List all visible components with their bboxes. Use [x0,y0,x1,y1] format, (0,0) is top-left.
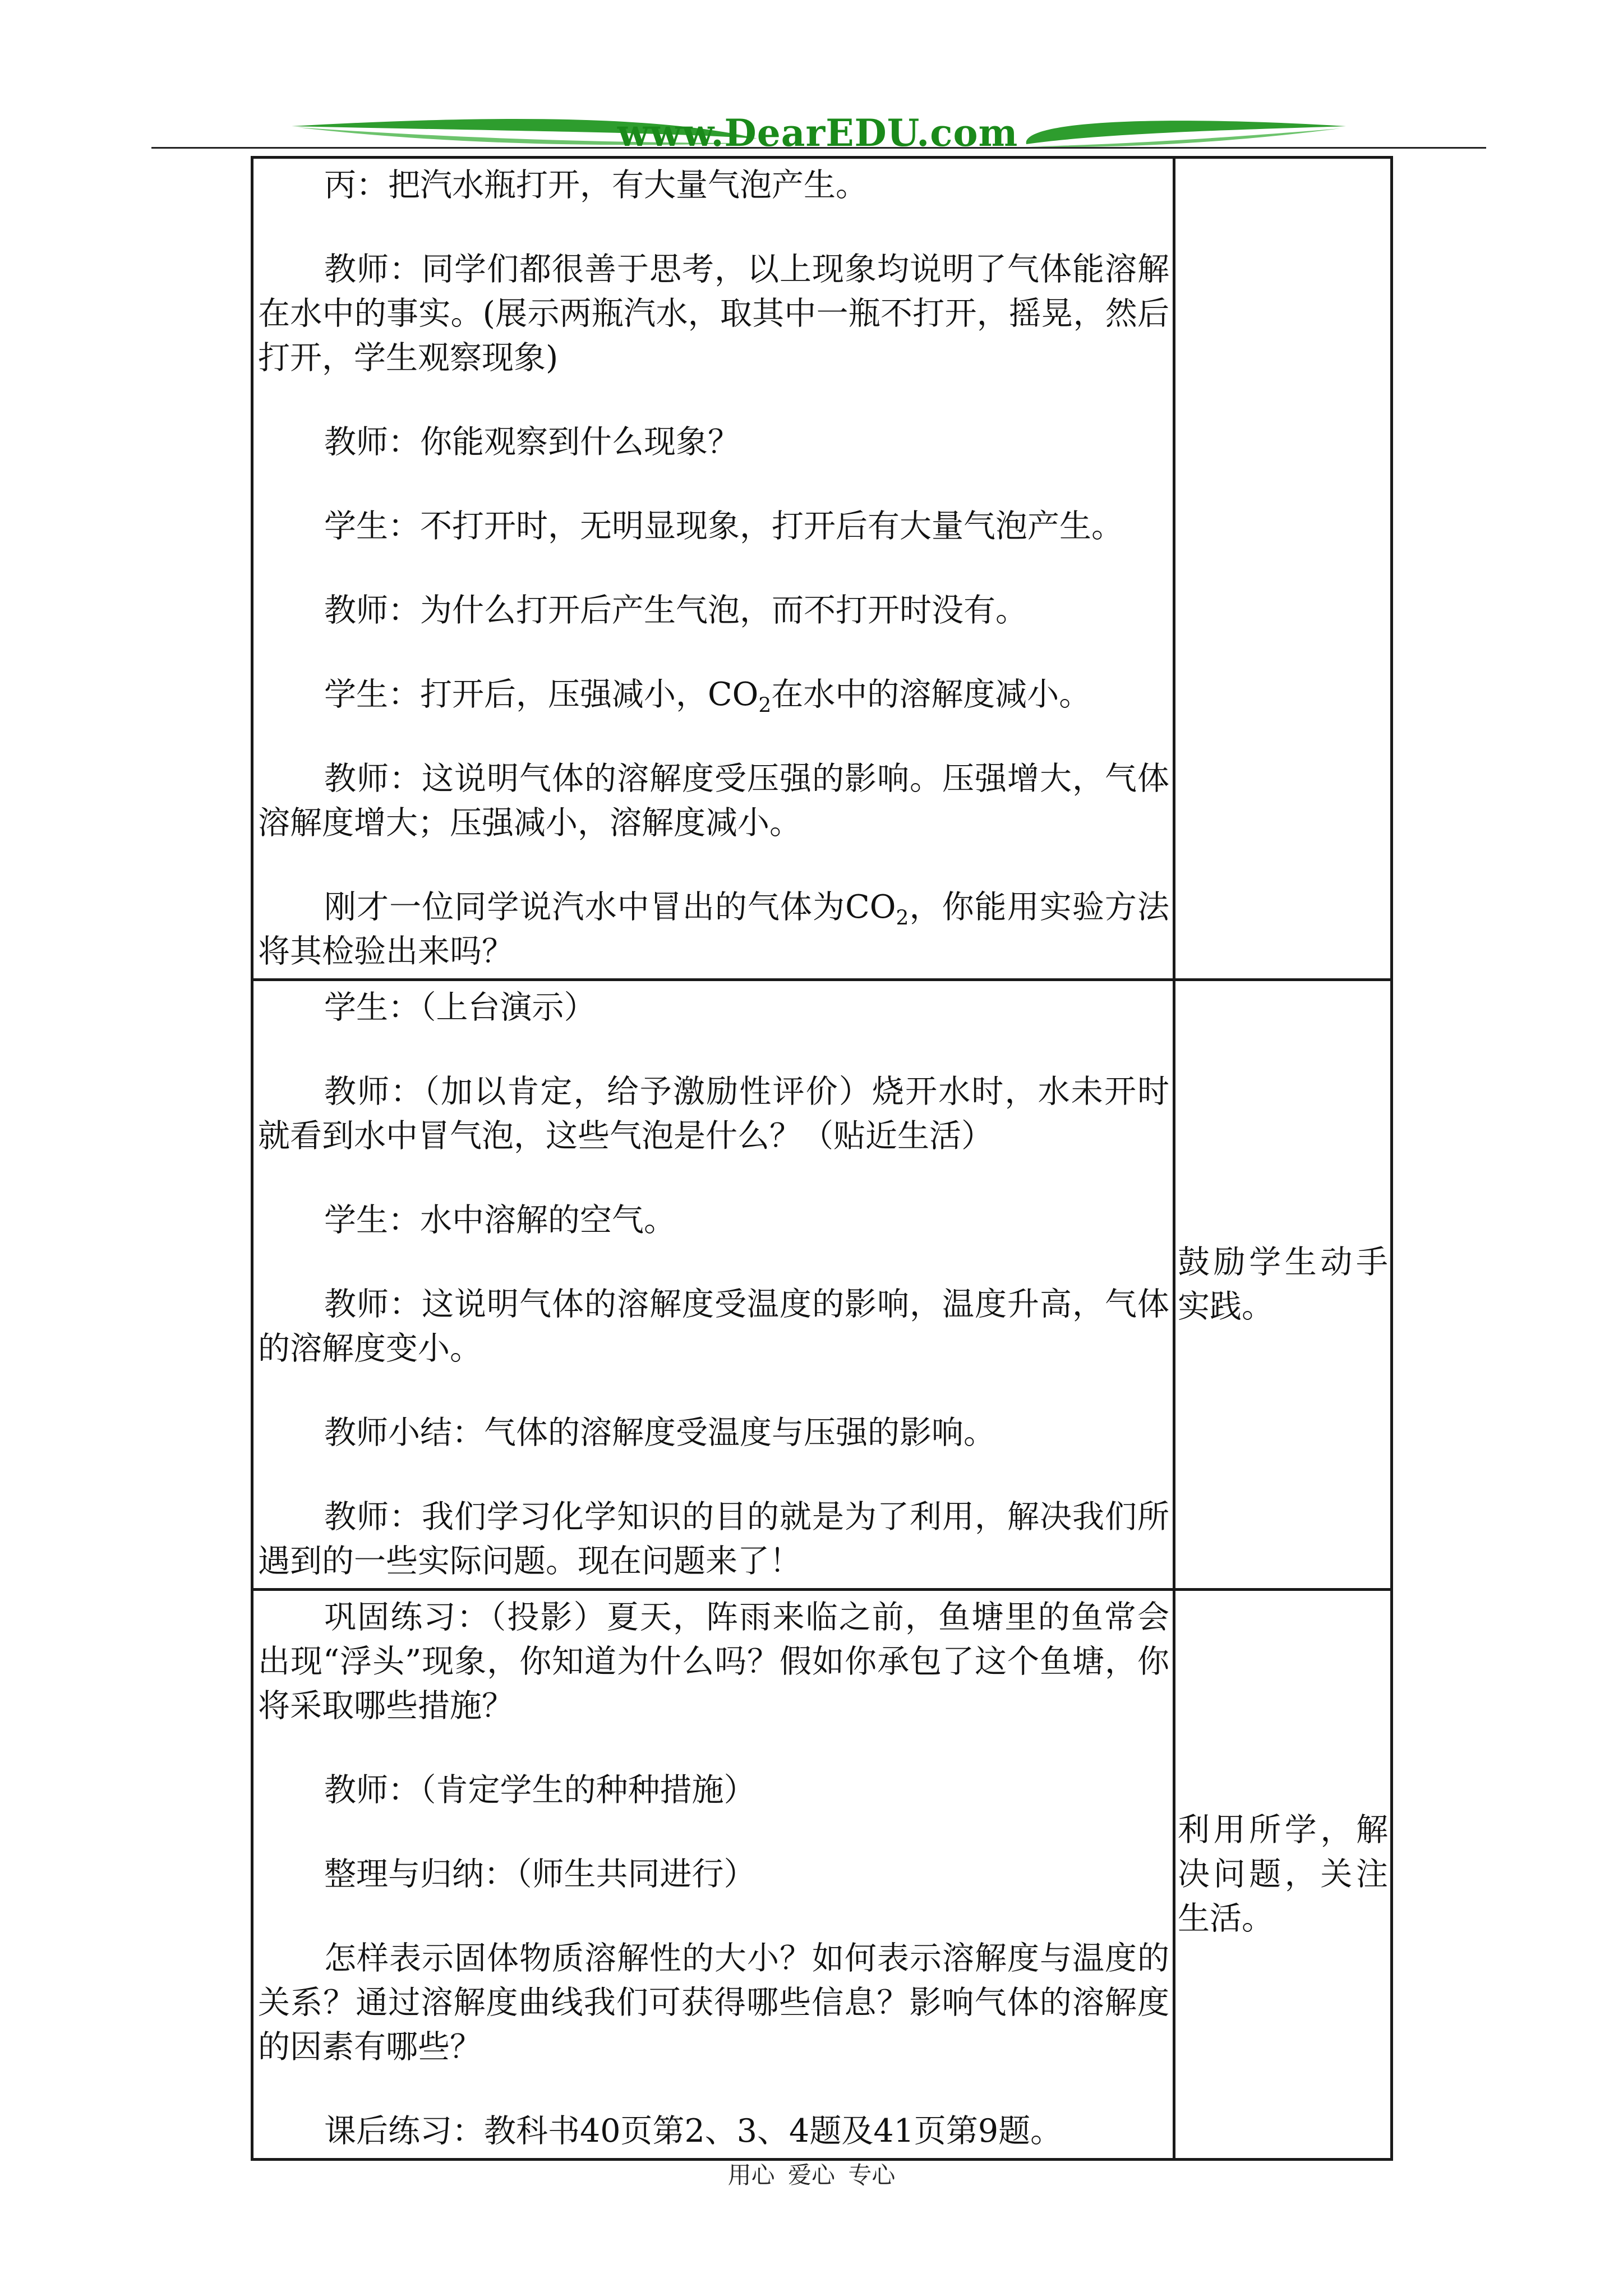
paragraph-text: 刚才一位同学说汽水中冒出的气体为CO [324,889,896,926]
dialogue-paragraph: 学生：（上台演示） [324,989,596,1026]
dialogue-paragraph [258,885,1169,974]
dialogue-paragraph: 教师：为什么打开后产生气泡，而不打开时没有。 [324,592,1027,629]
dialogue-paragraph: 巩固练习：（投影）夏天，阵雨来临之前，鱼塘里的鱼常会出现“浮头”现象，你知道为什么吗？假如你承包了这个鱼塘，你将采取哪些措施？ [258,1599,1169,1724]
design-note-text: 利用所学，解决问题，关注生活。 [1178,1811,1388,1937]
table-row [252,158,1392,980]
site-logo-text: www.DearEDU.com [617,111,1018,155]
dialogue-paragraph: 教师：你能观察到什么现象？ [324,424,740,461]
dialogue-paragraph: 教师：（加以肯定，给予激励性评价）烧开水时，水未开时就看到水中冒气泡，这些气泡是什么？（贴近生活） [258,1073,1169,1154]
header-rule [151,147,1486,149]
dialogue-paragraph: 学生：水中溶解的空气。 [324,1202,676,1239]
design-note-cell [1174,980,1392,1590]
dialogue-paragraph: 学生：不打开时，无明显现象，打开后有大量气泡产生。 [324,508,1123,545]
dialogue-paragraph: 教师：这说明气体的溶解度受压强的影响。压强增大，气体溶解度增大；压强减小，溶解度减小。 [258,760,1169,841]
paragraph-text: 在水中的溶解度减小。 [771,676,1091,713]
design-note-cell [1174,1590,1392,2160]
subscript-text: 2 [758,694,772,717]
dialogue-paragraph: 教师：同学们都很善于思考，以上现象均说明了气体能溶解在水中的事实。(展示两瓶汽水，取其中一瓶不打开，摇晃，然后打开，学生观察现象) [258,251,1169,376]
dialogue-paragraph: 教师：我们学习化学知识的目的就是为了利用，解决我们所遇到的一些实际问题。现在问题来了！ [258,1498,1169,1580]
paragraph-text: ，你能用实验方法将其检验出来吗？ [258,889,1170,970]
process-cell [252,158,1174,980]
lesson-table [251,156,1393,2161]
subscript-text: 2 [896,907,909,930]
dialogue-paragraph: 教师小结：气体的溶解度受温度与压强的影响。 [324,1414,995,1451]
design-note-text: 鼓励学生动手实践。 [1178,1244,1388,1325]
dialogue-paragraph: 丙：把汽水瓶打开，有大量气泡产生。 [324,167,868,204]
table-row [252,1590,1392,2160]
dialogue-paragraph: 怎样表示固体物质溶解性的大小？如何表示溶解度与温度的关系？通过溶解度曲线我们可获得哪些信息？影响气体的溶解度的因素有哪些？ [258,1940,1169,2065]
paragraph-text: 学生：打开后，压强减小，CO [324,676,759,713]
dialogue-paragraph [258,673,1169,717]
page-footer: 用心 爱心 专心 [727,2161,896,2189]
design-note-cell [1174,158,1392,980]
process-cell [252,1590,1174,2160]
table-row [252,980,1392,1590]
dialogue-paragraph: 教师：这说明气体的溶解度受温度的影响，温度升高，气体的溶解度变小。 [258,1286,1169,1367]
dialogue-paragraph: 教师：（肯定学生的种种措施） [324,1772,756,1809]
dialogue-paragraph: 整理与归纳：（师生共同进行） [324,1856,756,1893]
dialogue-paragraph: 课后练习：教科书40页第2、3、4题及41页第9题。 [324,2113,1063,2150]
process-cell [252,980,1174,1590]
